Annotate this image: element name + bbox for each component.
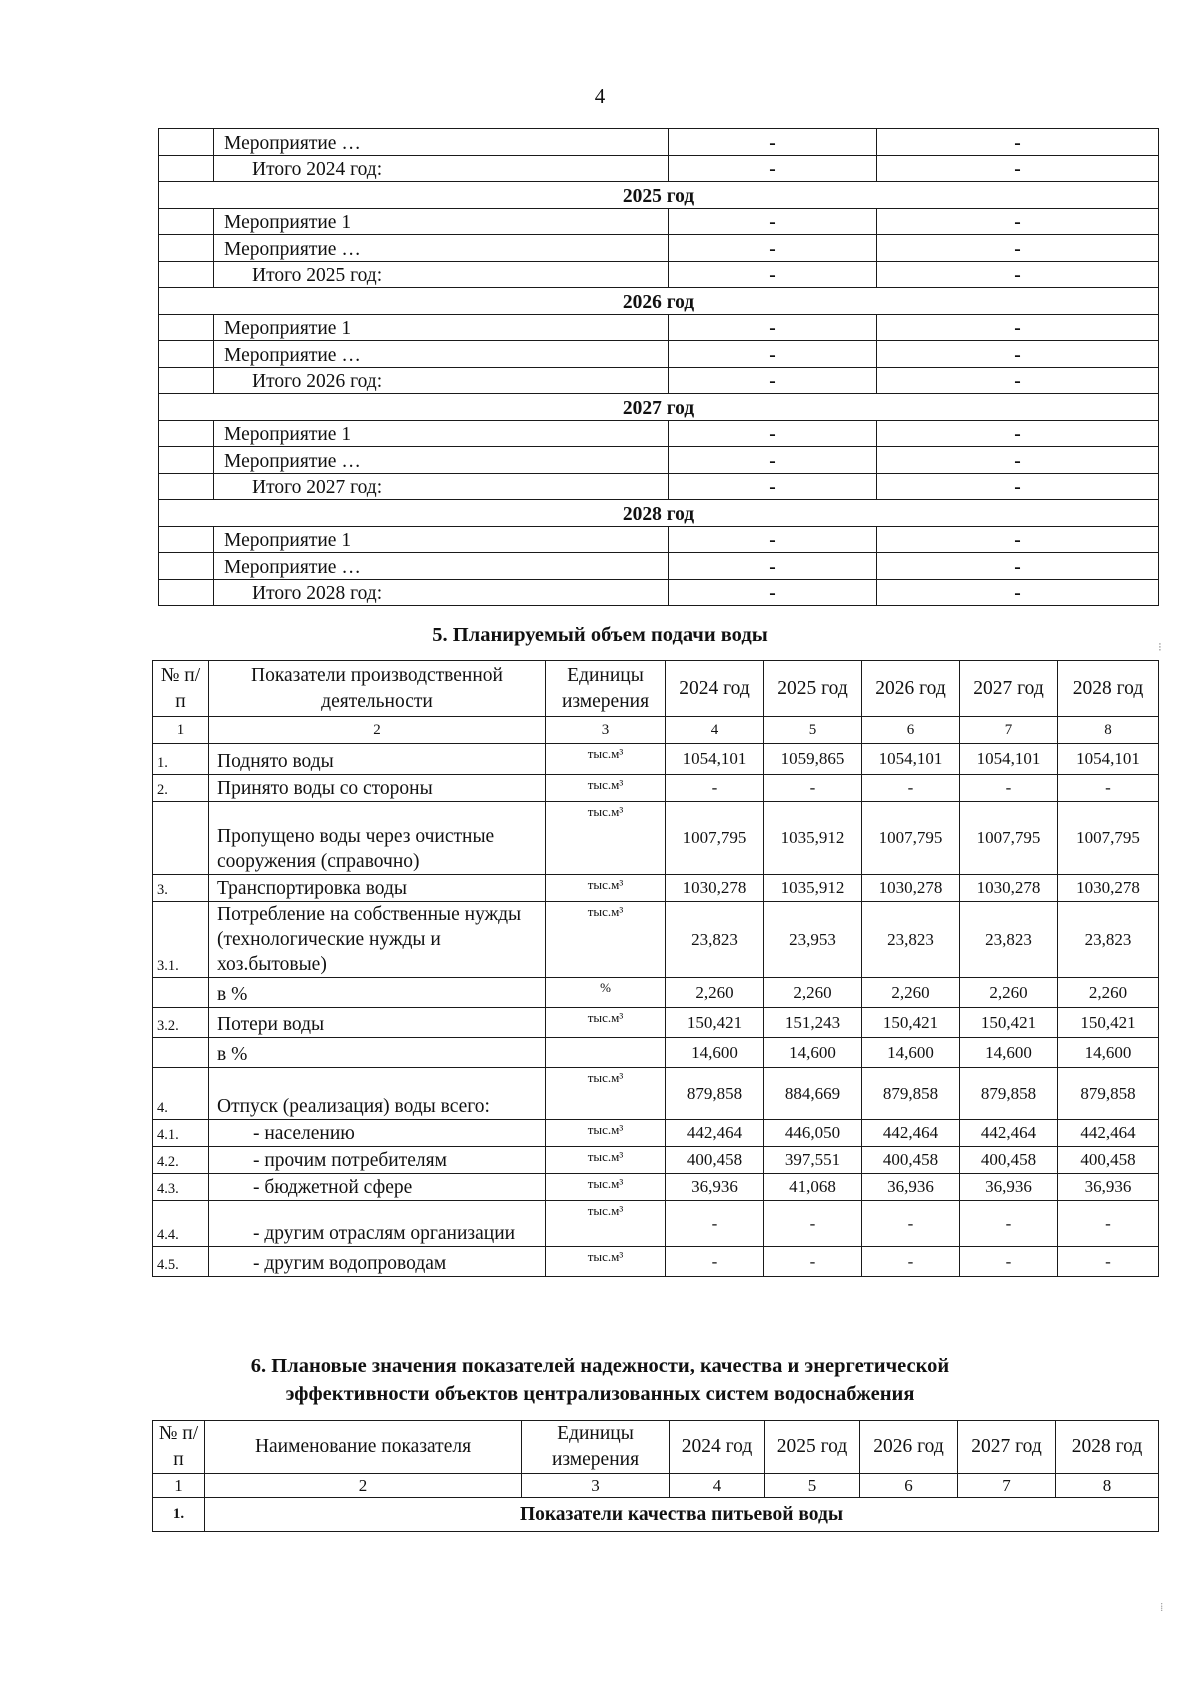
event-num [159,208,214,235]
row-value: 14,600 [764,1038,862,1068]
table-row [153,1247,1159,1277]
row-value: 1007,795 [1058,802,1159,875]
year-label: 2026 год [159,288,1159,315]
event-num [159,579,214,606]
row-value: 23,823 [960,902,1058,978]
row-number: 1. [153,744,209,775]
event-value: - [877,208,1159,235]
total-label: Итого 2026 год: [214,367,669,394]
row-number: 4.1. [153,1120,209,1147]
table-row [153,1147,1159,1174]
row-unit: тыс.м³ [546,775,666,802]
row-value: 23,823 [666,902,764,978]
row-value: 879,858 [960,1068,1058,1120]
event-label: Мероприятие … [214,553,669,580]
total-label: Итого 2027 год: [214,473,669,500]
table-header-row [153,661,1159,717]
scan-artifact: ⁞ [1160,1600,1164,1614]
row-value: - [960,1247,1058,1277]
event-num [159,526,214,553]
row-value: 446,050 [764,1120,862,1147]
event-label: Мероприятие 1 [214,314,669,341]
row-number [153,1038,209,1068]
row-label: Отпуск (реализация) воды всего: [209,1068,546,1120]
event-label: Мероприятие … [214,447,669,474]
page-number: 4 [594,84,606,108]
row-number: 4.3. [153,1174,209,1201]
row-value: 879,858 [666,1068,764,1120]
row-unit: % [546,978,666,1008]
row-number [153,802,209,875]
row-number: 3.2. [153,1008,209,1038]
table-row [153,1201,1159,1247]
row-number: 4.2. [153,1147,209,1174]
row-label: - прочим потребителям [209,1147,546,1174]
event-label: Мероприятие … [214,235,669,262]
row-value: 36,936 [862,1174,960,1201]
event-value: - [669,129,877,156]
row-label: в % [209,978,546,1008]
event-row [159,526,1159,553]
column-number: 4 [666,717,764,744]
row-value: - [1058,1247,1159,1277]
table-row [153,1068,1159,1120]
row-value: 23,823 [1058,902,1159,978]
row-number: 2. [153,775,209,802]
year-label: 2028 год [159,500,1159,527]
event-label: Мероприятие … [214,129,669,156]
row-value: 36,936 [666,1174,764,1201]
row-label: - населению [209,1120,546,1147]
total-label: Итого 2024 год: [214,155,669,182]
event-value: - [669,314,877,341]
table-row [153,978,1159,1008]
total-row [159,155,1159,182]
event-value: - [877,553,1159,580]
event-label: Мероприятие 1 [214,208,669,235]
event-value: - [877,261,1159,288]
row-value: - [666,775,764,802]
event-num [159,473,214,500]
total-label: Итого 2025 год: [214,261,669,288]
row-value: 2,260 [960,978,1058,1008]
header-year: 2025 год [765,1421,860,1474]
row-number: 3. [153,875,209,902]
row-unit: тыс.м³ [546,1068,666,1120]
event-value: - [669,208,877,235]
column-number: 1 [153,1474,205,1498]
row-unit [546,1038,666,1068]
year-row [159,288,1159,315]
section-row [153,1498,1159,1532]
section-6-title-line1: 6. Плановые значения показателей надежности, качества и энергетической [250,1355,950,1377]
event-value: - [877,526,1159,553]
header-year: 2028 год [1058,661,1159,717]
row-value: 14,600 [666,1038,764,1068]
event-value: - [669,367,877,394]
row-value: 1054,101 [862,744,960,775]
row-label: Поднято воды [209,744,546,775]
row-value: - [960,775,1058,802]
table-row [153,1038,1159,1068]
event-value: - [669,473,877,500]
scan-artifact: ⁝ [1158,640,1162,654]
row-value: 36,936 [960,1174,1058,1201]
column-number: 7 [958,1474,1056,1498]
row-label: - другим отраслям организации [209,1201,546,1247]
row-value: 400,458 [666,1147,764,1174]
row-value: 1030,278 [960,875,1058,902]
row-value: 2,260 [862,978,960,1008]
row-value: 1030,278 [666,875,764,902]
row-value: 150,421 [666,1008,764,1038]
row-value: 442,464 [862,1120,960,1147]
row-value: 1007,795 [862,802,960,875]
event-num [159,341,214,368]
event-value: - [669,341,877,368]
header-year: 2028 год [1056,1421,1159,1474]
column-number: 4 [670,1474,765,1498]
event-value: - [877,447,1159,474]
indicators-table [152,1420,1159,1532]
header-num: № п/п [153,661,209,717]
event-row [159,553,1159,580]
column-number: 8 [1056,1474,1159,1498]
section-6-title [0,1352,1200,1408]
row-label: в % [209,1038,546,1068]
row-number: 4.4. [153,1201,209,1247]
row-value: 23,823 [862,902,960,978]
row-number: 4.5. [153,1247,209,1277]
header-indicator: Показатели производственной деятельности [209,661,546,717]
row-value: 1059,865 [764,744,862,775]
row-label: Потери воды [209,1008,546,1038]
row-value: 879,858 [1058,1068,1159,1120]
table-row [153,1120,1159,1147]
row-label: - бюджетной сфере [209,1174,546,1201]
row-value: - [862,775,960,802]
row-value: 400,458 [960,1147,1058,1174]
table-header-row [153,1421,1159,1474]
year-row [159,394,1159,421]
column-number: 7 [960,717,1058,744]
event-num [159,235,214,262]
row-value: 1054,101 [1058,744,1159,775]
header-unit: Единицы измерения [522,1421,670,1474]
row-value: - [666,1201,764,1247]
events-table [158,128,1159,606]
row-value: 397,551 [764,1147,862,1174]
event-num [159,447,214,474]
event-row [159,235,1159,262]
total-row [159,367,1159,394]
event-num [159,129,214,156]
event-row [159,341,1159,368]
row-value: 1035,912 [764,875,862,902]
row-value: 442,464 [960,1120,1058,1147]
event-value: - [669,526,877,553]
row-value: 14,600 [1058,1038,1159,1068]
column-number: 6 [862,717,960,744]
row-value: - [764,775,862,802]
event-row [159,420,1159,447]
year-row [159,182,1159,209]
row-value: 2,260 [1058,978,1159,1008]
row-value: 400,458 [1058,1147,1159,1174]
row-unit: тыс.м³ [546,902,666,978]
row-value: 41,068 [764,1174,862,1201]
event-row [159,314,1159,341]
row-value: 151,243 [764,1008,862,1038]
row-unit: тыс.м³ [546,744,666,775]
row-value: 14,600 [862,1038,960,1068]
header-year: 2024 год [666,661,764,717]
event-row [159,129,1159,156]
row-value: - [1058,1201,1159,1247]
row-unit: тыс.м³ [546,1201,666,1247]
table-row [153,1008,1159,1038]
column-number: 1 [153,717,209,744]
row-value: - [862,1247,960,1277]
event-num [159,367,214,394]
header-num: № п/п [153,1421,205,1474]
row-number [153,978,209,1008]
column-number: 6 [860,1474,958,1498]
header-year: 2026 год [862,661,960,717]
row-value: - [764,1247,862,1277]
event-value: - [877,314,1159,341]
event-label: Мероприятие … [214,341,669,368]
table-row [153,875,1159,902]
row-value: 150,421 [960,1008,1058,1038]
header-indicator: Наименование показателя [205,1421,522,1474]
section-6-title-line2: эффективности объектов централизованных систем водоснабжения [285,1383,915,1405]
table-row [153,802,1159,875]
event-value: - [877,420,1159,447]
column-number-row [153,1474,1159,1498]
year-row [159,500,1159,527]
event-label: Мероприятие 1 [214,526,669,553]
event-value: - [669,420,877,447]
row-value: 442,464 [666,1120,764,1147]
column-number: 2 [209,717,546,744]
event-value: - [877,341,1159,368]
row-value: 150,421 [1058,1008,1159,1038]
row-value: 1030,278 [862,875,960,902]
event-value: - [877,155,1159,182]
header-year: 2025 год [764,661,862,717]
row-label: - другим водопроводам [209,1247,546,1277]
row-label: Транспортировка воды [209,875,546,902]
event-num [159,420,214,447]
year-label: 2027 год [159,394,1159,421]
row-value: 14,600 [960,1038,1058,1068]
row-value: 2,260 [666,978,764,1008]
row-number: 3.1. [153,902,209,978]
table-row [153,775,1159,802]
row-value: - [862,1201,960,1247]
event-value: - [669,447,877,474]
row-value: 1007,795 [960,802,1058,875]
event-value: - [669,155,877,182]
column-number: 5 [764,717,862,744]
column-number: 3 [522,1474,670,1498]
event-value: - [877,235,1159,262]
row-value: 150,421 [862,1008,960,1038]
column-number: 5 [765,1474,860,1498]
event-value: - [877,129,1159,156]
event-value: - [669,553,877,580]
row-value: - [764,1201,862,1247]
row-value: 23,953 [764,902,862,978]
header-year: 2026 год [860,1421,958,1474]
event-num [159,553,214,580]
section-row-num: 1. [153,1498,205,1532]
row-value: 36,936 [1058,1174,1159,1201]
row-value: 400,458 [862,1147,960,1174]
row-value: 1035,912 [764,802,862,875]
event-num [159,155,214,182]
row-label: Пропущено воды через очистные сооружения (справочно) [209,802,546,875]
year-label: 2025 год [159,182,1159,209]
table-row [153,1174,1159,1201]
total-row [159,579,1159,606]
row-unit: тыс.м³ [546,1174,666,1201]
event-value: - [877,579,1159,606]
table-row [153,902,1159,978]
header-year: 2027 год [958,1421,1056,1474]
row-label: Принято воды со стороны [209,775,546,802]
total-label: Итого 2028 год: [214,579,669,606]
section-5-title: 5. Планируемый объем подачи воды [432,624,768,646]
event-value: - [669,261,877,288]
event-label: Мероприятие 1 [214,420,669,447]
water-supply-table [152,660,1159,1277]
row-value: 1007,795 [666,802,764,875]
row-value: 1054,101 [666,744,764,775]
row-value: 1054,101 [960,744,1058,775]
row-value: 1030,278 [1058,875,1159,902]
event-value: - [669,235,877,262]
column-number: 3 [546,717,666,744]
row-label: Потребление на собственные нужды (технологические нужды и хоз.бытовые) [209,902,546,978]
row-value: 2,260 [764,978,862,1008]
row-value: 442,464 [1058,1120,1159,1147]
event-row [159,208,1159,235]
row-unit: тыс.м³ [546,1147,666,1174]
row-value: - [666,1247,764,1277]
row-value: - [960,1201,1058,1247]
total-row [159,261,1159,288]
row-value: 884,669 [764,1068,862,1120]
column-number-row [153,717,1159,744]
event-value: - [877,367,1159,394]
event-num [159,314,214,341]
row-value: - [1058,775,1159,802]
row-unit: тыс.м³ [546,1247,666,1277]
row-unit: тыс.м³ [546,1120,666,1147]
header-year: 2024 год [670,1421,765,1474]
event-num [159,261,214,288]
event-row [159,447,1159,474]
section-row-label: Показатели качества питьевой воды [205,1498,1159,1532]
column-number: 2 [205,1474,522,1498]
row-unit: тыс.м³ [546,802,666,875]
header-year: 2027 год [960,661,1058,717]
table-row [153,744,1159,775]
row-value: 879,858 [862,1068,960,1120]
total-row [159,473,1159,500]
event-value: - [877,473,1159,500]
column-number: 8 [1058,717,1159,744]
row-unit: тыс.м³ [546,1008,666,1038]
event-value: - [669,579,877,606]
row-number: 4. [153,1068,209,1120]
header-unit: Единицы измерения [546,661,666,717]
row-unit: тыс.м³ [546,875,666,902]
